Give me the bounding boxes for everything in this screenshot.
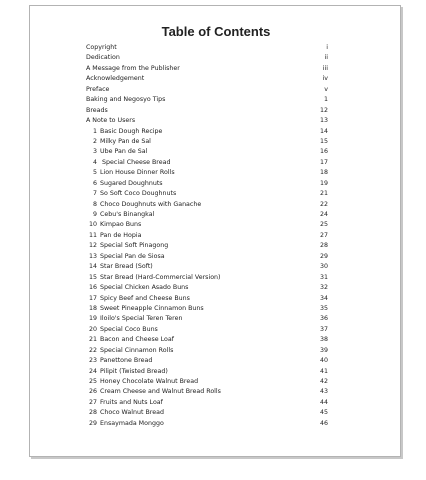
- toc-entry-page: 1: [323, 96, 328, 104]
- toc-recipe-entry: [86, 367, 328, 377]
- toc-entry-label: Ube Pan de Sal: [100, 148, 148, 156]
- toc-entry-number: 17: [88, 294, 97, 302]
- toc-entry-page: 28: [319, 242, 328, 250]
- toc-entry-label: Milky Pan de Sal: [100, 137, 151, 145]
- document-page: [29, 5, 401, 457]
- toc-recipe-entry: [86, 241, 328, 251]
- toc-recipe-entry: [86, 158, 328, 168]
- toc-recipe-entry: [86, 356, 328, 366]
- toc-entry-page: ii: [324, 54, 328, 62]
- toc-entry-label: Bacon and Cheese Loaf: [100, 336, 174, 344]
- toc-entry-number: 5: [92, 169, 97, 177]
- toc-entry-number: 8: [92, 200, 97, 208]
- toc-entry-number: 11: [88, 231, 97, 239]
- toc-entry-number: 20: [88, 325, 97, 333]
- toc-entry-number: 1: [92, 127, 97, 135]
- toc-entry-number: 22: [88, 346, 97, 354]
- toc-entry: [86, 74, 328, 84]
- toc-recipe-entry: [86, 200, 328, 210]
- page-title: Table of Contents: [161, 24, 271, 39]
- toc-recipe-entry: [86, 220, 328, 230]
- toc-recipe-entry: [86, 273, 328, 283]
- toc-entry-number: 16: [88, 284, 97, 292]
- toc-recipe-entry: [86, 408, 328, 418]
- toc-recipe-entry: [86, 325, 328, 335]
- toc-entry-label: Special Chicken Asado Buns: [100, 284, 189, 292]
- toc-entry-number: 27: [88, 398, 97, 406]
- toc-entry-label: Ensaymada Monggo: [100, 419, 164, 427]
- toc-entry-page: 19: [319, 179, 328, 187]
- toc-entry-number: 9: [92, 211, 97, 218]
- toc-entry-number: 13: [88, 252, 97, 260]
- toc-entry-page: 34: [319, 294, 328, 302]
- toc-entry-number: 7: [92, 190, 97, 198]
- toc-entry-page: 45: [319, 409, 328, 417]
- toc-entry-number: 3: [92, 148, 97, 156]
- toc-entry-label: Fruits and Nuts Loaf: [100, 398, 163, 406]
- toc-entry-label: Lion House Dinner Rolls: [100, 169, 175, 177]
- toc-entry-page: 24: [319, 211, 328, 218]
- toc-entry-page: v: [324, 85, 328, 93]
- toc-entry-number: 23: [88, 357, 97, 365]
- toc-entry-page: 40: [319, 357, 328, 365]
- toc-recipe-entry: [86, 262, 328, 272]
- toc-entry-label: So Soft Coco Doughnuts: [100, 190, 177, 198]
- toc-recipe-entry: [86, 137, 328, 147]
- toc-entry-label: Pilipit (Twisted Bread): [100, 367, 168, 375]
- toc-entry-label: Sweet Pineapple Cinnamon Buns: [100, 304, 204, 312]
- toc-entry-page: 41: [319, 367, 328, 375]
- toc-entry-number: 4: [92, 158, 97, 166]
- toc-entry-page: 43: [319, 388, 328, 396]
- toc-entry-label: Kimpao Buns: [100, 221, 142, 229]
- toc-entry: [86, 43, 328, 53]
- toc-entry-label: Special Coco Buns: [100, 325, 158, 333]
- toc-entry: [86, 95, 328, 105]
- toc-recipe-entry: [86, 127, 328, 137]
- toc-entry-number: 19: [88, 315, 97, 323]
- toc-recipe-entry: [86, 189, 328, 199]
- toc-entry-label: Special Soft Pinagong: [100, 242, 169, 250]
- toc-entry-label: Special Cheese Bread: [100, 158, 171, 166]
- toc-entry-number: 25: [88, 378, 97, 385]
- toc-entry-page: 37: [319, 325, 328, 333]
- toc-entry: [86, 53, 328, 63]
- toc-entry-page: 39: [319, 346, 328, 354]
- toc-entry-number: 2: [92, 137, 97, 145]
- toc-entry-label: Sugared Doughnuts: [100, 179, 163, 187]
- toc-entry-label: A Message from the Publisher: [86, 64, 180, 72]
- toc-entry-page: 14: [319, 127, 328, 135]
- toc-entry-page: 29: [319, 252, 328, 260]
- toc-recipe-entry: [86, 147, 328, 157]
- toc-entry-page: 27: [319, 231, 328, 239]
- toc-recipe-entry: [86, 304, 328, 314]
- toc-entry-page: iv: [322, 75, 328, 83]
- toc-recipe-entry: [86, 387, 328, 397]
- toc-recipe-entry: [86, 283, 328, 293]
- toc-recipe-entry: [86, 168, 328, 178]
- toc-entry-page: 21: [319, 190, 328, 198]
- toc-entry: [86, 106, 328, 116]
- toc-entry-number: 6: [92, 179, 97, 187]
- toc-entry-page: 25: [319, 221, 328, 229]
- toc-entry-number: 12: [88, 242, 97, 250]
- toc-entry-number: 24: [88, 367, 97, 375]
- toc-recipe-entry: [86, 294, 328, 304]
- toc-entry-label: Pan de Hopia: [100, 231, 142, 239]
- toc-entry: [86, 64, 328, 74]
- toc-entry-label: A Note to Users: [86, 117, 136, 125]
- toc-entry-number: 26: [88, 388, 97, 396]
- toc-entry-label: Choco Walnut Bread: [100, 409, 164, 417]
- toc-entry-label: Star Bread (Soft): [100, 263, 153, 271]
- toc-entry-label: Breads: [86, 106, 108, 114]
- toc-entry-label: Panettone Bread: [100, 357, 153, 365]
- toc-entry-page: 42: [319, 378, 328, 385]
- toc-entry-page: 36: [319, 315, 328, 323]
- toc-entry-label: Dedication: [86, 54, 120, 62]
- toc-entry-label: Iloilo's Special Teren Teren: [100, 315, 183, 323]
- toc-entry-page: 18: [319, 169, 328, 177]
- toc-entry-number: 14: [88, 263, 97, 271]
- toc-entry-number: 18: [88, 304, 97, 312]
- toc-entry-page: 30: [319, 263, 328, 271]
- toc-entry-label: Spicy Beef and Cheese Buns: [100, 294, 190, 302]
- toc-entry-page: 32: [319, 284, 328, 292]
- toc-entry-label: Special Cinnamon Rolls: [100, 346, 174, 354]
- toc-recipe-entry: [86, 179, 328, 189]
- toc-recipe-entry: [86, 346, 328, 356]
- toc-entry-page: 15: [319, 137, 328, 145]
- toc-entry-label: Special Pan de Siosa: [100, 252, 165, 260]
- toc-entry-number: 28: [88, 409, 97, 417]
- toc-entry-page: 12: [319, 106, 328, 114]
- toc-entry-label: Preface: [86, 85, 110, 93]
- toc-recipe-entry: [86, 377, 328, 387]
- toc-entry-page: 31: [319, 273, 328, 281]
- toc-entry-page: 22: [319, 200, 328, 208]
- toc-entry-page: 17: [319, 158, 328, 166]
- toc-entry-number: 15: [88, 273, 97, 281]
- toc-entry-page: 46: [319, 419, 328, 427]
- toc-recipe-entry: [86, 210, 328, 220]
- toc-entry-page: 13: [319, 117, 328, 125]
- toc-recipe-entry: [86, 314, 328, 324]
- toc-recipe-entry: [86, 398, 328, 408]
- toc-entry-label: Cream Cheese and Walnut Bread Rolls: [100, 388, 221, 396]
- toc-entry-page: iii: [322, 64, 328, 72]
- toc-entry-label: Star Bread (Hard-Commercial Version): [100, 273, 221, 281]
- toc-entry-number: 21: [88, 336, 97, 344]
- toc-entry-label: Cebu's Binangkal: [100, 211, 155, 218]
- toc-list: [86, 43, 328, 429]
- toc-entry-page: 44: [319, 398, 328, 406]
- toc-entry-page: i: [326, 44, 328, 51]
- toc-recipe-entry: [86, 335, 328, 345]
- toc-entry-page: 16: [319, 148, 328, 156]
- toc-entry: [86, 85, 328, 95]
- toc-entry-label: Copyright: [86, 44, 117, 51]
- toc-entry-label: Acknowledgement: [86, 75, 145, 83]
- toc-entry-number: 10: [88, 221, 97, 229]
- toc-entry-label: Basic Dough Recipe: [100, 127, 163, 135]
- toc-entry: [86, 116, 328, 126]
- toc-entry-page: 38: [319, 336, 328, 344]
- toc-recipe-entry: [86, 252, 328, 262]
- toc-entry-label: Choco Doughnuts with Ganache: [100, 200, 202, 208]
- toc-entry-label: Baking and Negosyo Tips: [86, 96, 166, 104]
- toc-recipe-entry: [86, 231, 328, 241]
- toc-entry-number: 29: [88, 419, 97, 427]
- toc-entry-label: Honey Chocolate Walnut Bread: [100, 378, 199, 385]
- toc-recipe-entry: [86, 419, 328, 429]
- toc-entry-page: 35: [319, 304, 328, 312]
